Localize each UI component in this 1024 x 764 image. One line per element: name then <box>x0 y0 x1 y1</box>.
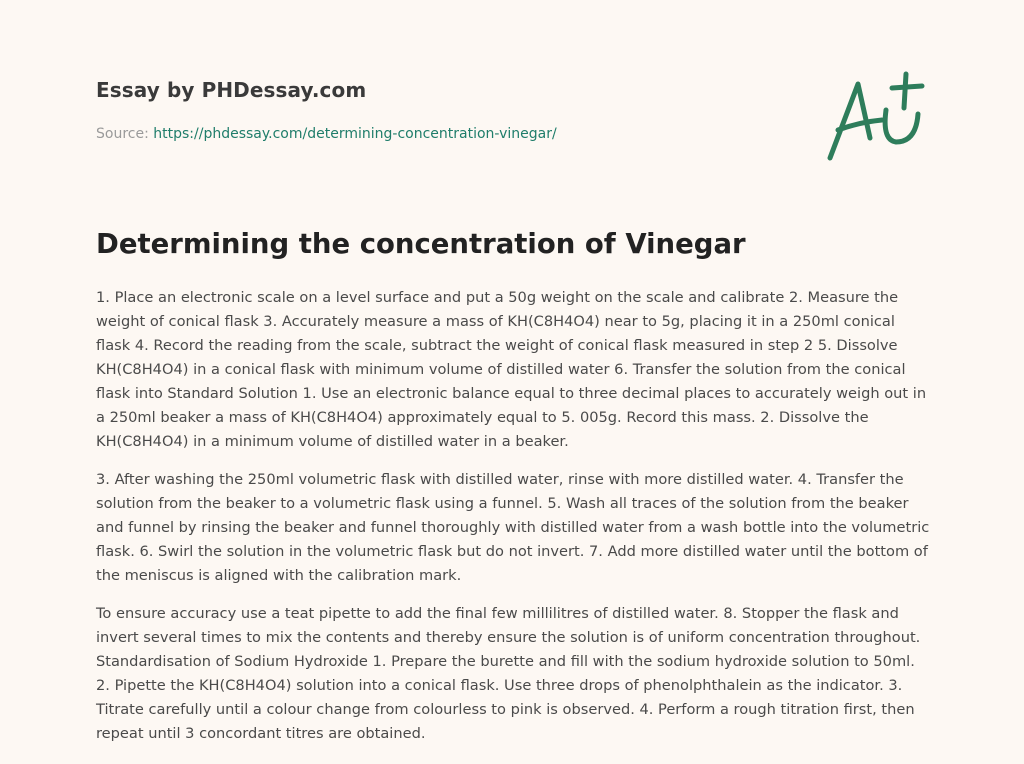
source-label: Source: <box>96 126 154 142</box>
source-link[interactable]: https://phdessay.com/determining-concentration-vinegar/ <box>153 126 557 142</box>
article-title: Determining the concentration of Vinegar <box>96 228 746 260</box>
article-paragraph: 1. Place an electronic scale on a level surface and put a 50g weight on the scale and calibrate 2. Measure the weight of conical flask 3. Accurately measure a mass of KH(C8H4O4) near to 5g, placing it in a 250ml conical flask 4. Record the reading from the scale, subtract the weight of conical flask measured in step 2 5. Dissolve KH(C8H4O4) in a conical flask with minimum volume of distilled water 6. Transfer the solution from the conical flask into Standard Solution 1. Use an electronic balance equal to three decimal places to accurately weigh out in a 250ml beaker a mass of KH(C8H4O4) approximately equal to 5. 005g. Record this mass. 2. Dissolve the KH(C8H4O4) in a minimum volume of distilled water in a beaker. <box>96 289 927 450</box>
article-paragraph: 3. After washing the 250ml volumetric flask with distilled water, rinse with more distilled water. 4. Transfer the solution from the beaker to a volumetric flask using a funnel. 5. Wash all traces of the solution from the beaker and funnel by rinsing the beaker and funnel thoroughly with distilled water from a wash bottle into the volumetric flask. 6. Swirl the solution in the volumetric flask but do not invert. 7. Add more distilled water until the bottom of the meniscus is aligned with the calibration mark. <box>96 471 930 584</box>
article-paragraph: To ensure accuracy use a teat pipette to add the final few millilitres of distilled water. 8. Stopper the flask and invert several times to mix the contents and thereby ensure the solution is of uniform concentration throughout. Standardisation of Sodium Hydroxide 1. Prepare the burette and fill with the sodium hydroxide solution to 50ml. 2. Pipette the KH(C8H4O4) solution into a conical flask. Use three drops of phenolphthalein as the indicator. 3. Titrate carefully until a colour change from colourless to pink is observed. 4. Perform a rough titration first, then repeat until 3 concordant titres are obtained. <box>96 605 921 742</box>
a-plus-logo-icon <box>820 68 930 168</box>
article-body <box>96 286 932 760</box>
site-brand: Essay by PHDessay.com <box>96 78 367 102</box>
source-line <box>96 124 796 144</box>
page-header <box>96 76 796 144</box>
